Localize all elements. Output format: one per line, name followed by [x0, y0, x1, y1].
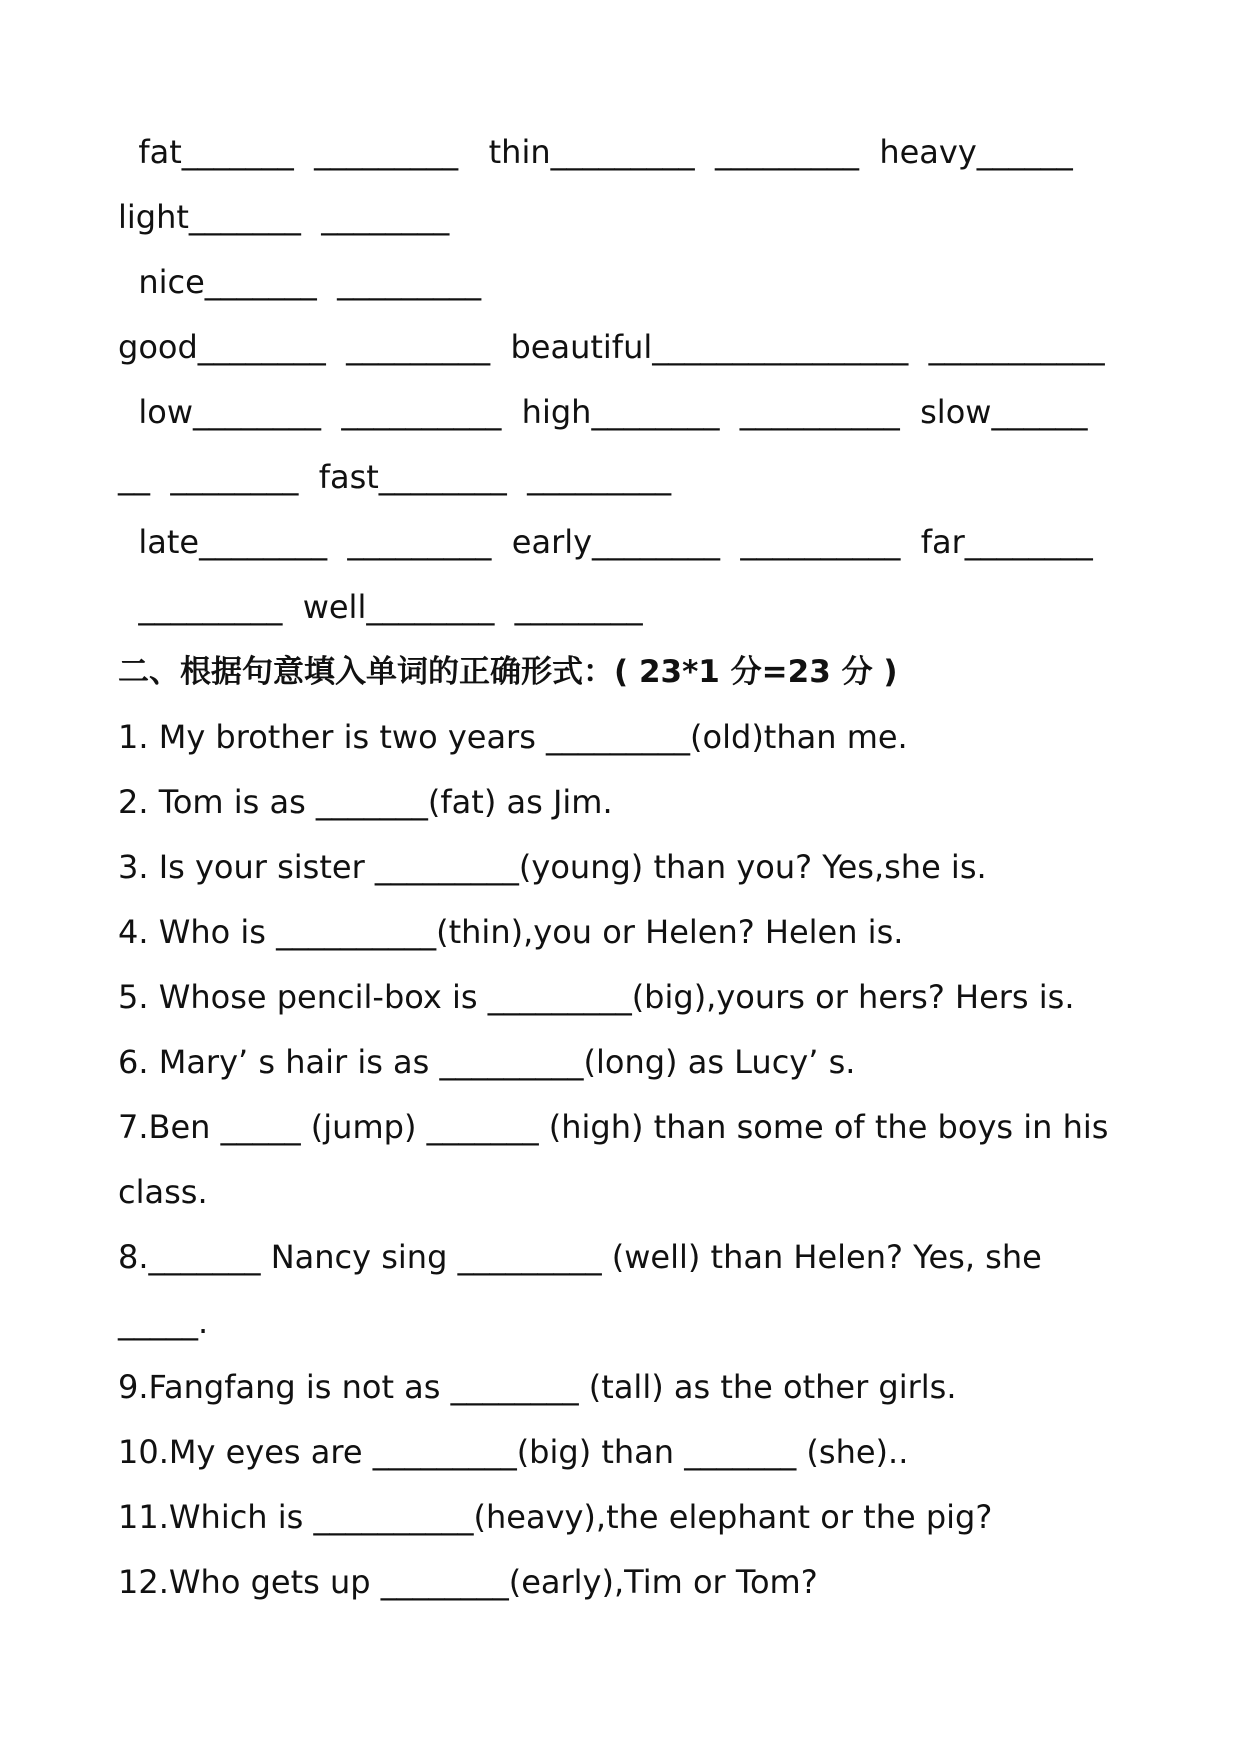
- sentence: 1. My brother is two years _________(old)than me.: [118, 718, 908, 756]
- word-line: light_______ ________: [118, 198, 450, 236]
- word-line: low________ __________ high________ __________ slow______: [118, 393, 1088, 431]
- sentence: 5. Whose pencil-box is _________(big),yours or hers? Hers is.: [118, 978, 1075, 1016]
- sentence: 10.My eyes are _________(big) than _______ (she)..: [118, 1433, 909, 1471]
- word-line: nice_______ _________: [118, 263, 482, 301]
- sentence: 2. Tom is as _______(fat) as Jim.: [118, 783, 613, 821]
- word-line: good________ _________ beautiful________________ ___________: [118, 328, 1105, 366]
- word-line: __ ________ fast________ _________: [118, 458, 672, 496]
- sentence: 4. Who is __________(thin),you or Helen? Helen is.: [118, 913, 904, 951]
- sentence: class.: [118, 1173, 208, 1211]
- section-heading: 二、根据句意填入单词的正确形式：( 23*1 分=23 分 ): [118, 654, 898, 690]
- sentence: 3. Is your sister _________(young) than you? Yes,she is.: [118, 848, 987, 886]
- sentence: 11.Which is __________(heavy),the elephant or the pig?: [118, 1498, 993, 1536]
- sentence: 7.Ben _____ (jump) _______ (high) than some of the boys in his: [118, 1108, 1109, 1146]
- word-line: _________ well________ ________: [118, 588, 643, 626]
- sentence: 12.Who gets up ________(early),Tim or Tom?: [118, 1563, 818, 1601]
- sentence: 6. Mary’ s hair is as _________(long) as Lucy’ s.: [118, 1043, 856, 1081]
- word-line: late________ _________ early________ __________ far________: [118, 523, 1093, 561]
- word-line: fat_______ _________ thin_________ _________ heavy______: [118, 133, 1073, 171]
- sentence: 8._______ Nancy sing _________ (well) than Helen? Yes, she: [118, 1238, 1042, 1276]
- sentence: _____.: [118, 1303, 209, 1341]
- sentence: 9.Fangfang is not as ________ (tall) as the other girls.: [118, 1368, 957, 1406]
